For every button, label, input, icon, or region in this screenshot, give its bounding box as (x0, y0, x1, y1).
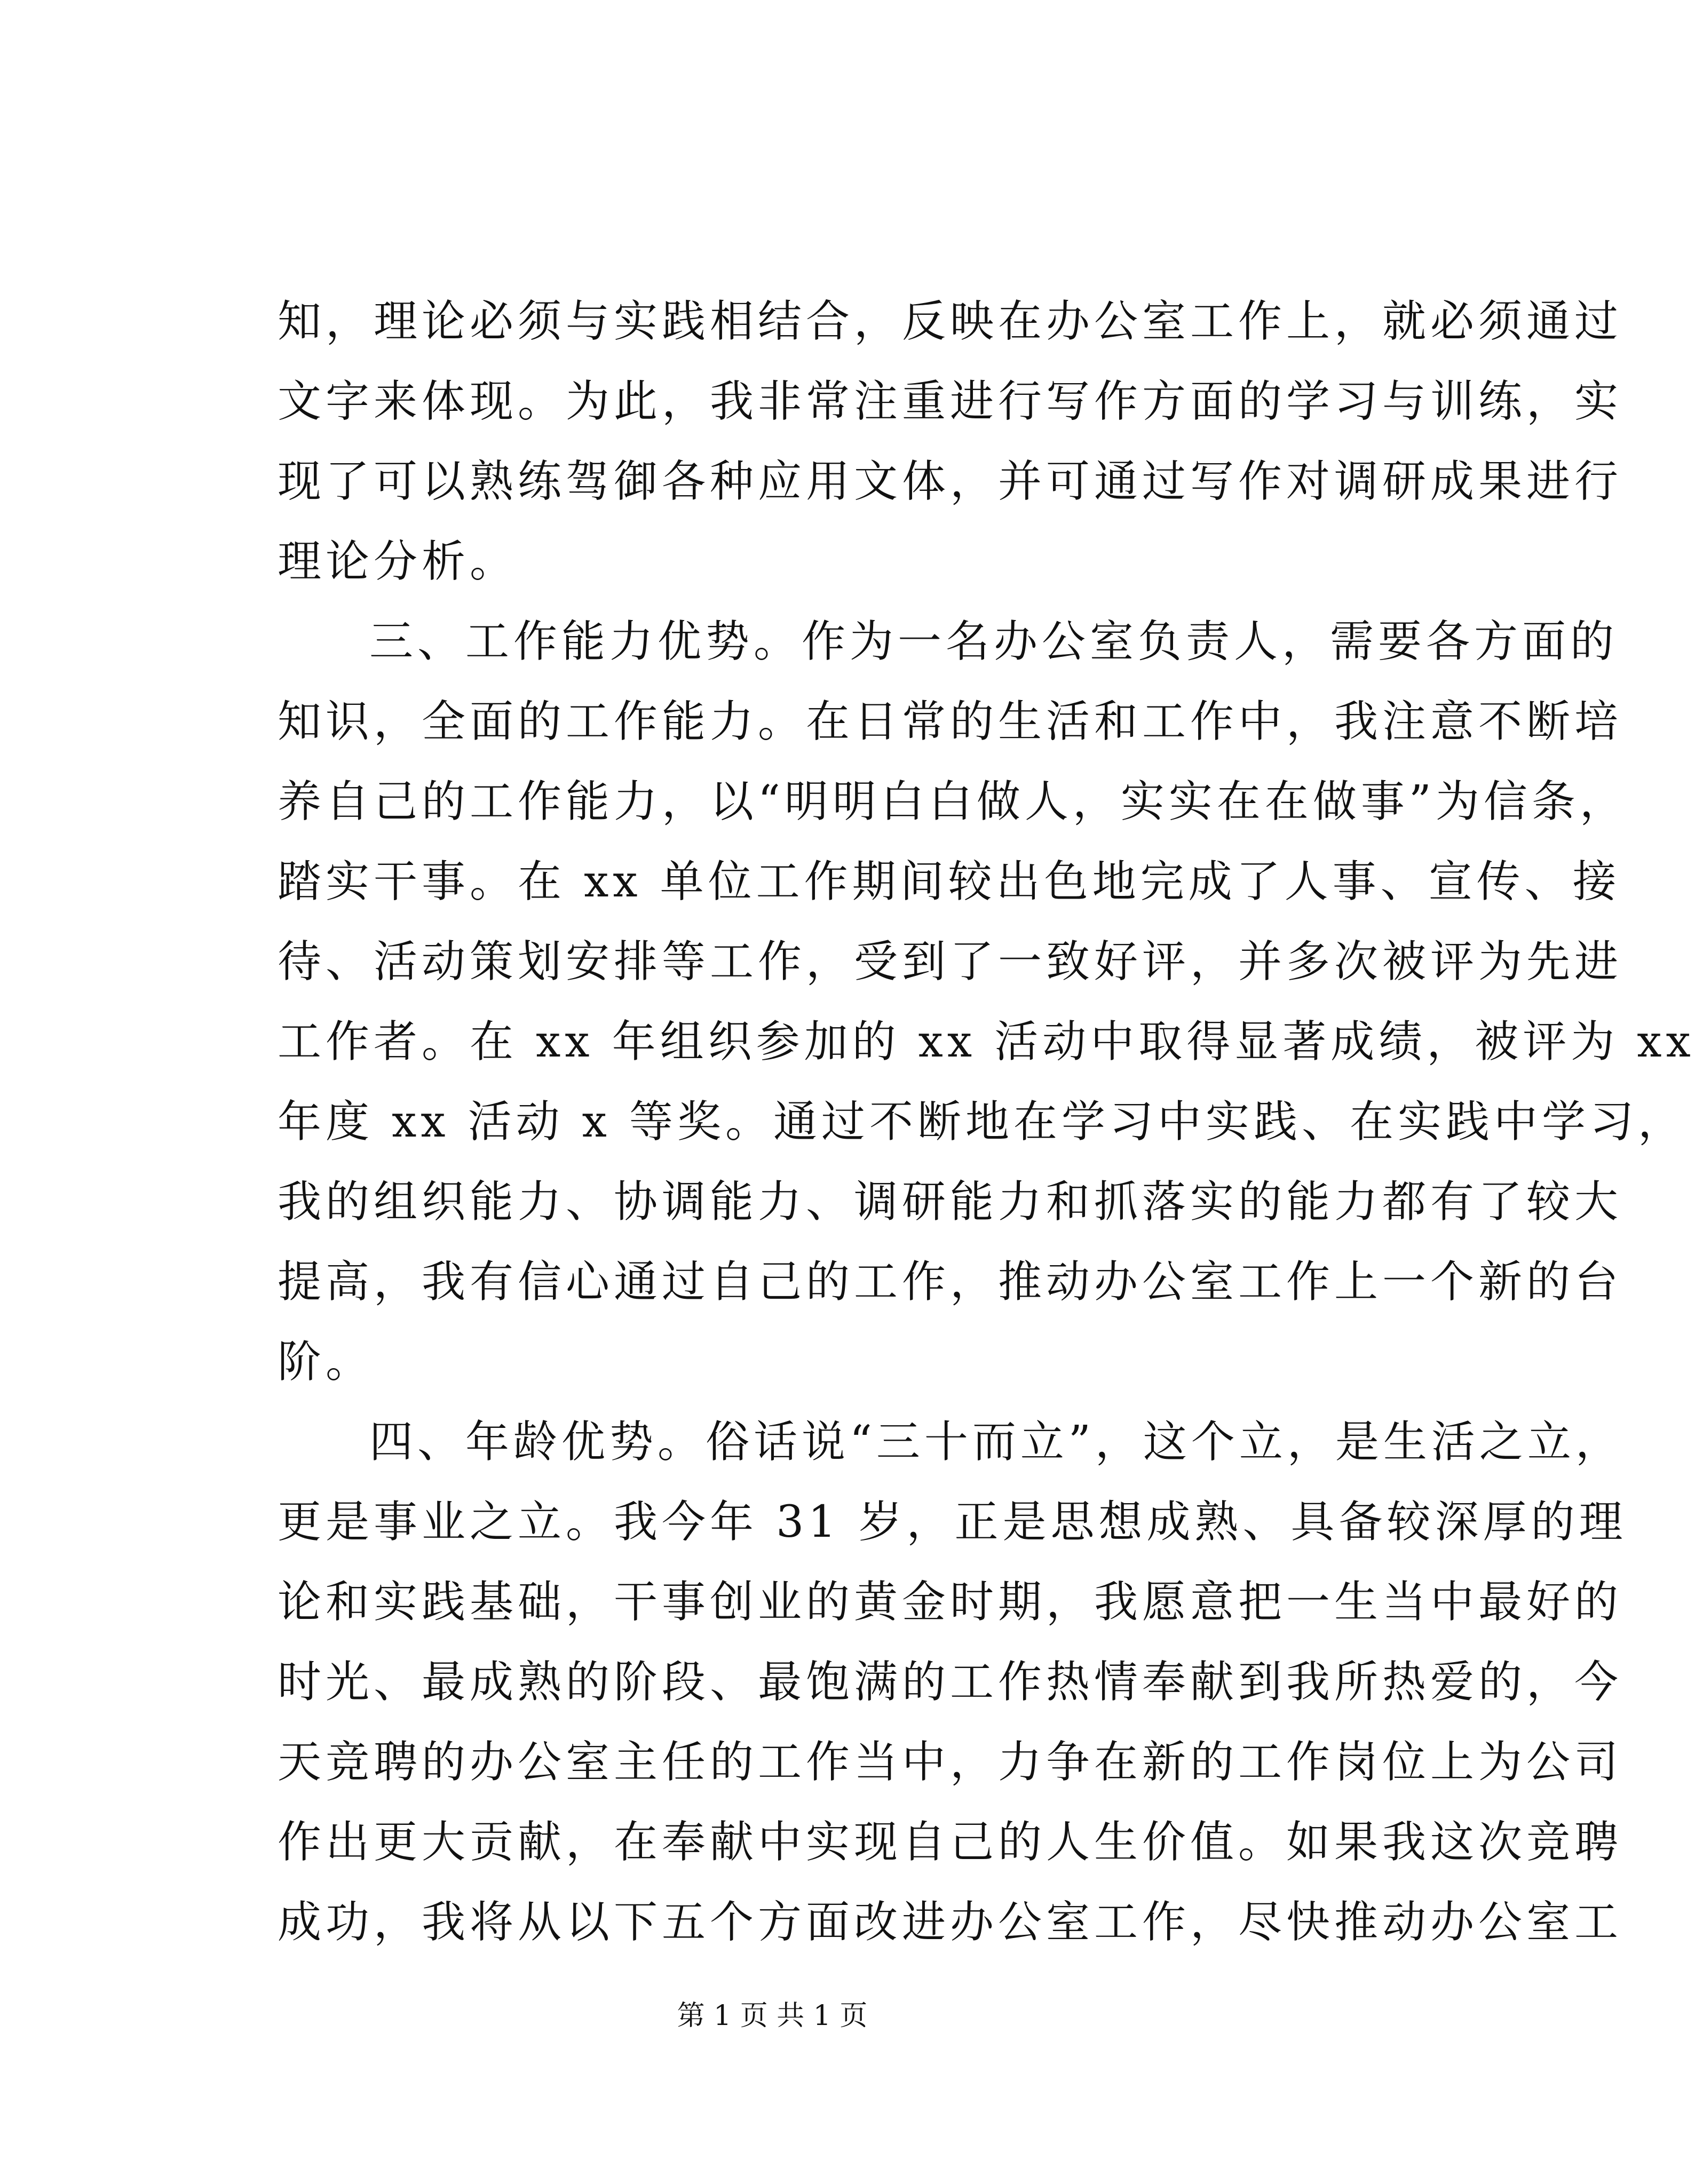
text-line: 年度 xx 活动 x 等奖。通过不断地在学习中实践、在实践中学习， (278, 1097, 1686, 1147)
text-line: 待、活动策划安排等工作，受到了一致好评，并多次被评为先进 (278, 936, 1623, 987)
text-line: 时光、最成熟的阶段、最饱满的工作热情奉献到我所热爱的，今 (278, 1657, 1623, 1708)
text-line: 理论分析。 (278, 536, 518, 587)
text-line: 我的组织能力、协调能力、调研能力和抓落实的能力都有了较大 (278, 1177, 1623, 1227)
section-four-heading-line: 四、年龄优势。俗话说“三十而立”，这个立，是生活之立， (369, 1417, 1623, 1467)
text-line: 天竞聘的办公室主任的工作当中，力争在新的工作岗位上为公司 (278, 1737, 1623, 1788)
text-line: 踏实干事。在 xx 单位工作期间较出色地完成了人事、宣传、接 (278, 856, 1621, 907)
text-line: 更是事业之立。我今年 31 岁，正是思想成熟、具备较深厚的理 (278, 1497, 1627, 1547)
document-body (278, 282, 1695, 1963)
text-line: 知，理论必须与实践相结合，反映在办公室工作上，就必须通过 (278, 296, 1623, 347)
text-line: 提高，我有信心通过自己的工作，推动办公室工作上一个新的台 (278, 1257, 1623, 1307)
text-line: 成功，我将从以下五个方面改进办公室工作，尽快推动办公室工 (278, 1897, 1623, 1948)
text-line: 工作者。在 xx 年组织参加的 xx 活动中取得显著成绩，被评为 xx (278, 1016, 1695, 1067)
text-line: 作出更大贡献，在奉献中实现自己的人生价值。如果我这次竞聘 (278, 1817, 1623, 1868)
text-line: 阶。 (278, 1337, 374, 1387)
text-line: 文字来体现。为此，我非常注重进行写作方面的学习与训练，实 (278, 376, 1623, 427)
text-line: 知识，全面的工作能力。在日常的生活和工作中，我注意不断培 (278, 696, 1623, 747)
section-three-heading-line: 三、工作能力优势。作为一名办公室负责人，需要各方面的 (369, 616, 1619, 667)
text-line: 论和实践基础，干事创业的黄金时期，我愿意把一生当中最好的 (278, 1577, 1623, 1627)
page-number-footer: 第 1 页 共 1 页 (677, 2000, 868, 2032)
text-line: 现了可以熟练驾御各种应用文体，并可通过写作对调研成果进行 (278, 456, 1623, 507)
text-line: 养自己的工作能力，以“明明白白做人，实实在在做事”为信条， (278, 776, 1628, 827)
